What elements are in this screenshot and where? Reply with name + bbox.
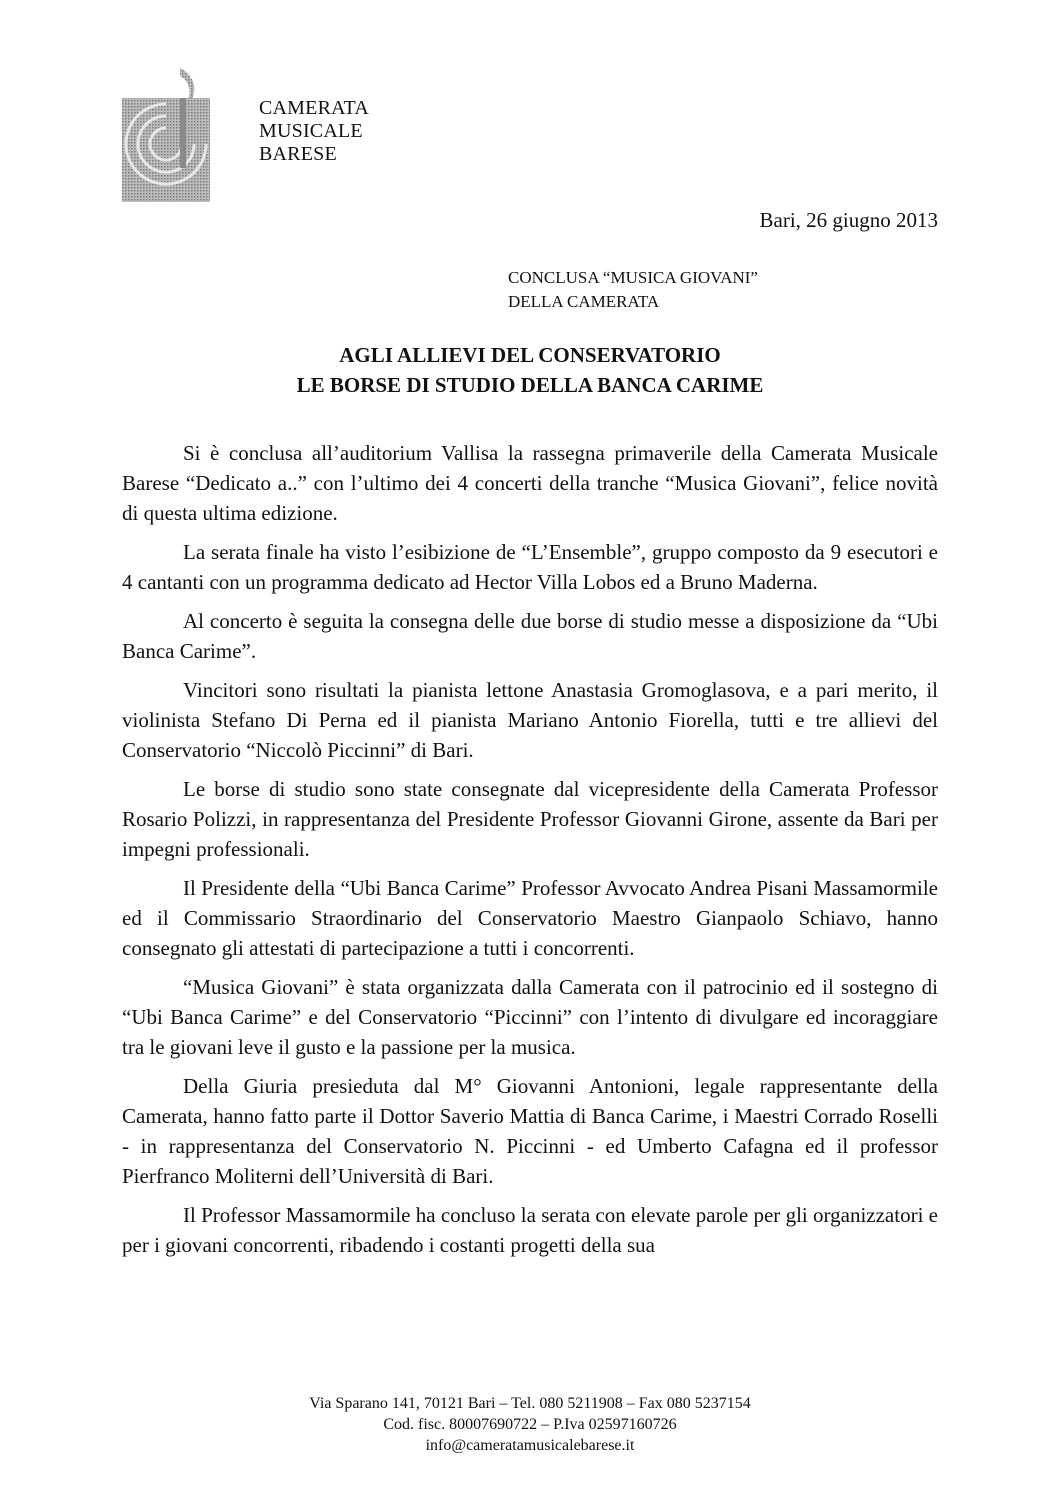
footer-address: Via Sparano 141, 70121 Bari – Tel. 080 5211908 – Fax 080 5237154 [309, 1395, 751, 1412]
article-body [122, 438, 938, 1269]
organization-line: BARESE [259, 143, 337, 165]
paragraph: Il Presidente della “Ubi Banca Carime” Professor Avvocato Andrea Pisani Massamormile ed il Commissario Straordinario del Conservatorio Maestro Gianpaolo Schiavo, hanno consegnato gli attestati di partecipazione a tutti i concorrenti. [122, 876, 938, 960]
headline [122, 340, 938, 400]
headline-line: LE BORSE DI STUDIO DELLA BANCA CARIME [296, 373, 764, 397]
organization-line: CAMERATA [259, 97, 370, 119]
paragraph: “Musica Giovani” è stata organizzata dalla Camerata con il patrocinio ed il sostegno di “Ubi Banca Carime” e del Conservatorio “Piccinni” con l’intento di divulgare ed incoraggiare tra le giovani leve il gusto e la passione per la musica. [122, 975, 938, 1059]
footer [122, 1393, 938, 1456]
paragraph: Il Professor Massamormile ha concluso la serata con elevate parole per gli organizzatori e per i giovani concorrenti, ribadendo i costanti progetti della sua [122, 1203, 938, 1257]
footer-tax-codes: Cod. fisc. 80007690722 – P.Iva 02597160726 [383, 1416, 677, 1433]
camerata-logo-icon [122, 64, 210, 202]
paragraph: La serata finale ha visto l’esibizione de “L’Ensemble”, gruppo composto da 9 esecutori e 4 cantanti con un programma dedicato ad Hector Villa Lobos ed a Bruno Maderna. [122, 540, 938, 594]
organization-line: MUSICALE [259, 120, 363, 142]
paragraph: Le borse di studio sono state consegnate dal vicepresidente della Camerata Professor Rosario Polizzi, in rappresentanza del Presidente Professor Giovanni Girone, assente da Bari per impegni professionali. [122, 777, 938, 861]
footer-email: info@cameratamusicalebarese.it [425, 1437, 635, 1454]
headline-line: AGLI ALLIEVI DEL CONSERVATORIO [339, 343, 721, 367]
paragraph: Della Giuria presieduta dal M° Giovanni Antonioni, legale rappresentante della Camerata, hanno fatto parte il Dottor Saverio Mattia di Banca Carime, i Maestri Corrado Roselli - in rappresentanza del Conservatorio N. Piccinni - ed Umberto Cafagna ed il professor Pierfranco Moliterni dell’Università di Bari. [122, 1074, 938, 1188]
paragraph: Vincitori sono risultati la pianista lettone Anastasia Gromoglasova, e a pari merito, il violinista Stefano Di Perna ed il pianista Mariano Antonio Fiorella, tutti e tre allievi del Conservatorio “Niccolò Piccinni” di Bari. [122, 678, 938, 762]
organization-name [259, 97, 369, 166]
letter-date: Bari, 26 giugno 2013 [759, 208, 938, 232]
kicker-line: CONCLUSA “MUSICA GIOVANI” [508, 268, 758, 287]
kicker [508, 266, 758, 314]
kicker-line: DELLA CAMERATA [508, 292, 660, 311]
paragraph: Al concerto è seguita la consegna delle due borse di studio messe a disposizione da “Ubi Banca Carime”. [122, 609, 938, 663]
paragraph: Si è conclusa all’auditorium Vallisa la rassegna primaverile della Camerata Musicale Barese “Dedicato a..” con l’ultimo dei 4 concerti della tranche “Musica Giovani”, felice novità di questa ultima edizione. [122, 441, 938, 525]
